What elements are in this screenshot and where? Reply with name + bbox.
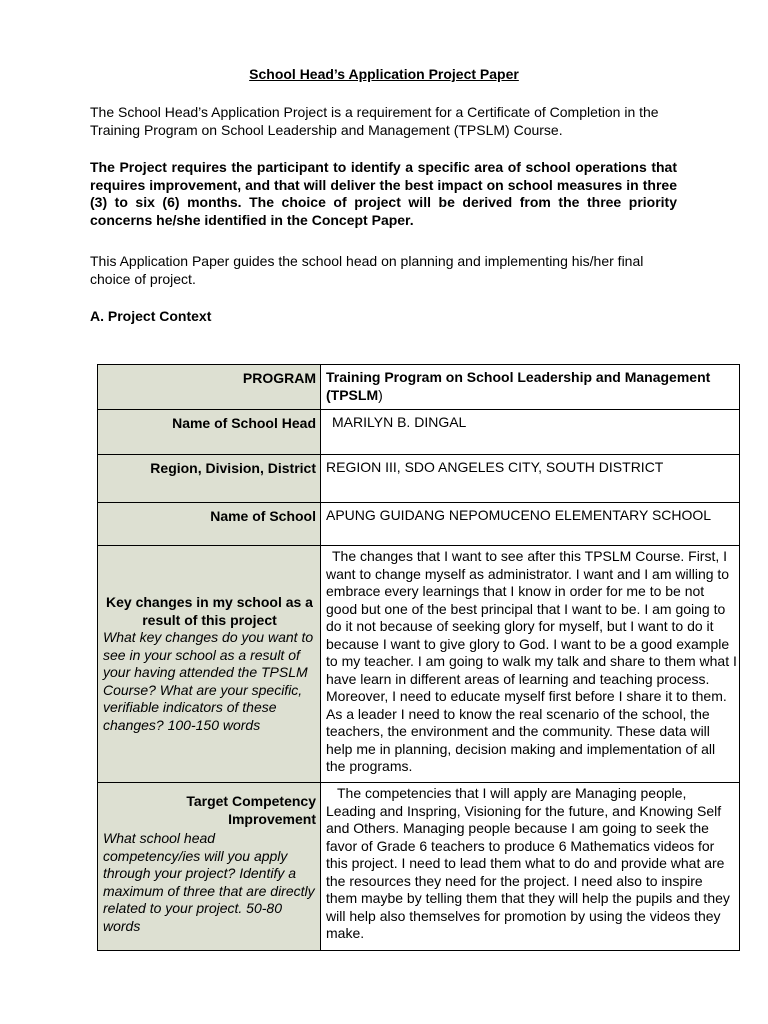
table-row [98, 365, 740, 410]
competency-prompt: What school head competency/ies will you apply through your project? Identify a maximum of three that are directly related to your project. 50-80 words [103, 830, 315, 934]
guide-paragraph: This Application Paper guides the school head on planning and implementing his/her final choice of project. [90, 253, 644, 287]
program-value-close: ) [378, 386, 383, 403]
competency-label: Target Competency Improvement [186, 793, 316, 827]
region-value: REGION III, SDO ANGELES CITY, SOUTH DISTRICT [321, 455, 740, 503]
school-head-label: Name of School Head [98, 410, 321, 455]
key-changes-label: Key changes in my school as a result of this project [106, 594, 313, 628]
table-row [98, 455, 740, 503]
key-changes-prompt: What key changes do you want to see in your school as a result of your having attended the TPSLM Course? What are your specific, verifiable indicators of these changes? 100-150 words [103, 629, 314, 733]
project-requirement-paragraph: The Project requires the participant to identify a specific area of school operations that requires improvement, and that will deliver the best impact on school measures in three (3) to six (6) months. The choice of project will be derived from the three priority concerns he/she identified in the Concept Paper. [90, 159, 677, 228]
table-row [98, 410, 740, 455]
school-label: Name of School [98, 503, 321, 546]
region-label: Region, Division, District [98, 455, 321, 503]
school-head-value: MARILYN B. DINGAL [321, 410, 740, 455]
intro-paragraph: The School Head’s Application Project is a requirement for a Certificate of Completion in the Training Program on School Leadership and Management (TPSLM) Course. [90, 104, 659, 138]
table-row [98, 546, 740, 783]
section-heading: A. Project Context [90, 308, 212, 324]
table-row [98, 783, 740, 951]
key-changes-label-cell [98, 546, 321, 783]
competency-label-cell [98, 783, 321, 951]
competency-value [321, 783, 740, 951]
project-context-table [97, 364, 740, 951]
key-changes-value [321, 546, 740, 783]
school-value: APUNG GUIDANG NEPOMUCENO ELEMENTARY SCHOOL [321, 503, 740, 546]
program-value-text: Training Program on School Leadership and Management (TPSLM [326, 369, 711, 403]
key-changes-text: The changes that I want to see after this TPSLM Course. First, I want to change myself as administrator. I want and I am willing to embrace every learnings that I know in order for me to be not good but one of the best principal that I want to be. I am going to do it not because of seeking glory for myself, but I want to do it because I want to give glory to God. I want to be a good example to my teacher. I am going to walk my talk and share to them what I have learn in different areas of learning and teaching process. Moreover, I need to educate myself first before I share it to them. As a leader I need to know the real scenario of the school, the teachers, the environment and the community. These data will help me in planning, decision making and implementation of all the programs. [326, 548, 737, 774]
program-value [321, 365, 740, 410]
document-title: School Head’s Application Project Paper [249, 66, 519, 82]
competency-text: The competencies that I will apply are Managing people, Leading and Inspring, Visioning for the future, and Knowing Self and Others. Managing people because I am going to seek the favor of Grade 6 teachers to produce 6 Mathematics videos for this project. I need to lead them what to do and provide what are the resources they need for the project. I need also to inspire them maybe by telling them that they will help the pupils and they will help also themselves for promotion by using the videos they make. [326, 785, 730, 941]
program-label: PROGRAM [98, 365, 321, 410]
table-row [98, 503, 740, 546]
